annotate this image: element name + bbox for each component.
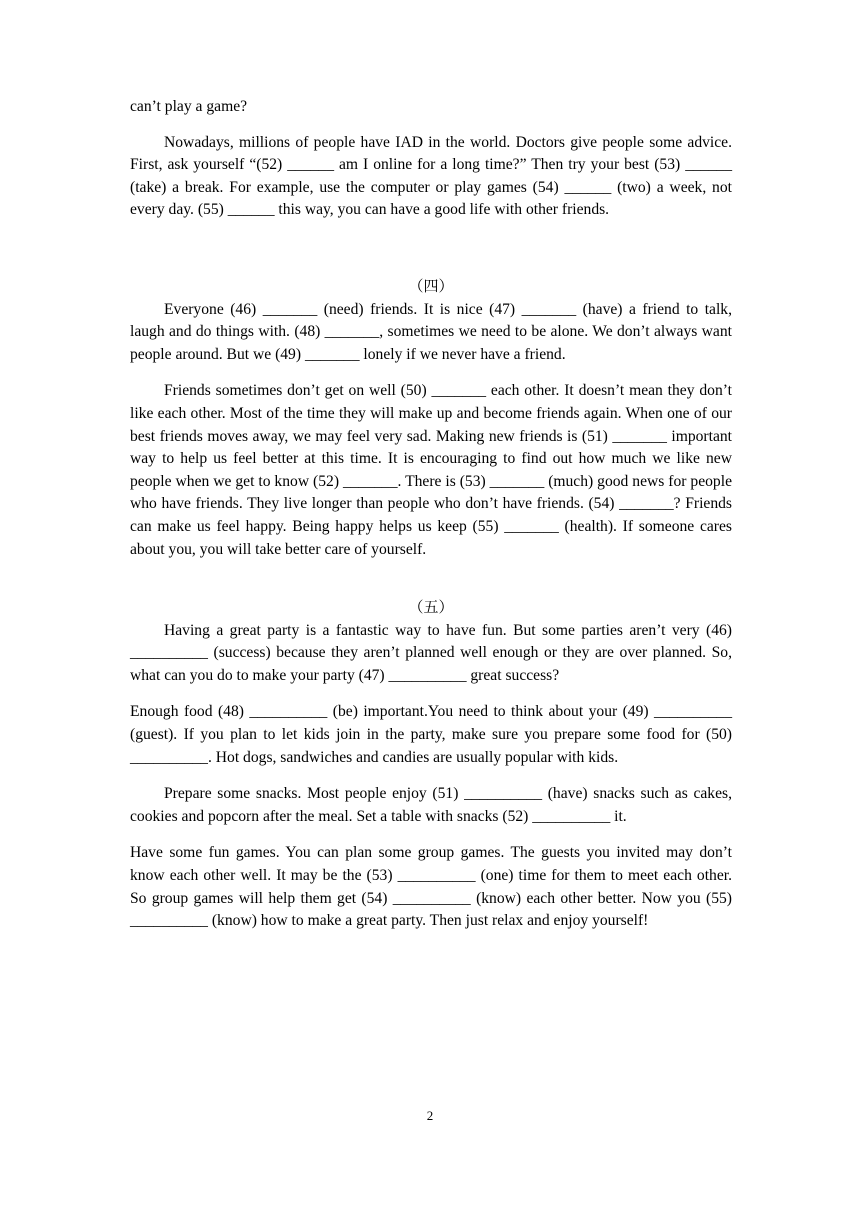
section5-title: （五） — [408, 600, 454, 617]
page-number: 2 — [426, 1108, 434, 1123]
section4-title: （四） — [408, 278, 454, 295]
section4-paragraph-1: Everyone (46) _______ (need) friends. It is nice (47) _______ (have) a friend to talk, laugh and do things with. (48) _______, sometimes we need to be alone. We don’t always want people around. But we (49) _______ lonely if we never have a friend. — [130, 300, 732, 363]
section5-paragraph-1: Having a great party is a fantastic way to have fun. But some parties aren’t very (46) __________ (success) because they aren’t planned well enough or they are over planned. So, what can you do to make your party (47) __________ great success? — [130, 621, 732, 684]
section5-paragraph-3: Prepare some snacks. Most people enjoy (51) __________ (have) snacks such as cakes, cookies and popcorn after the meal. Set a table with snacks (52) __________ it. — [130, 785, 732, 825]
section5-paragraph-2: Enough food (48) __________ (be) important.You need to think about your (49) __________ (guest). If you plan to let kids join in the party, make sure you prepare some food for (50) __________. Hot dogs, sandwiches and candies are usually popular with kids. — [130, 703, 732, 766]
section3-paragraph-tail: can’t play a game? — [130, 98, 248, 115]
section3-paragraph-advice: Nowadays, millions of people have IAD in the world. Doctors give people some advice. First, ask yourself “(52) ______ am I online for a long time?” Then try your best (53) ______ (take) a break. For example, use the computer or play games (54) ______ (two) a week, not every day. (55) ______ this way, you can have a good life with other friends. — [130, 133, 732, 219]
section5-paragraph-4: Have some fun games. You can plan some group games. The guests you invited may don’t know each other well. It may be the (53) __________ (one) time for them to meet each other. So group games will help them get (54) __________ (know) each other better. Now you (55) __________ (know) how to make a great party. Then just relax and enjoy yourself! — [130, 844, 732, 930]
section4-paragraph-2: Friends sometimes don’t get on well (50) _______ each other. It doesn’t mean they don’t like each other. Most of the time they will make up and become friends again. When one of our best friends moves away, we may feel very sad. Making new friends is (51) _______ important way to help us feel better at this time. It is encouraging to find out how much we like new people when we get to know (52) _______. There is (53) _______ (much) good news for people who have friends. They live longer than people who don’t have friends. (54) _______? Friends can make us feel happy. Being happy helps us keep (55) _______ (health). If someone cares about you, you will take better care of yourself. — [130, 382, 732, 558]
document-page — [130, 96, 732, 933]
